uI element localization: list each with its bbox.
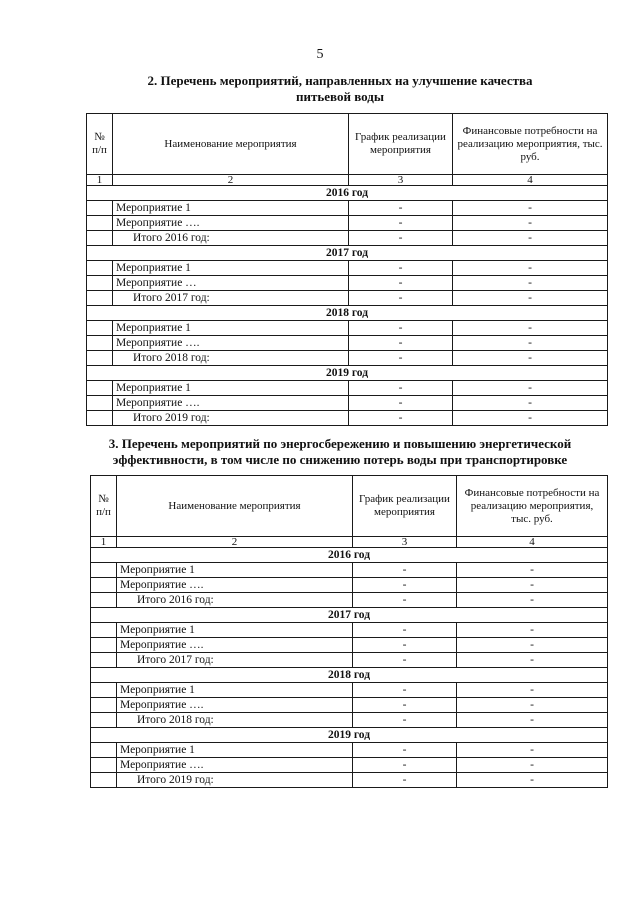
header-name: Наименование мероприятия xyxy=(117,476,353,537)
event-name: Мероприятие 1 xyxy=(113,261,349,276)
finance-cell: - xyxy=(453,396,608,411)
row-number-cell xyxy=(87,351,113,366)
schedule-cell: - xyxy=(349,411,453,426)
row-number-cell xyxy=(91,593,117,608)
column-number: 2 xyxy=(113,175,349,186)
finance-cell: - xyxy=(457,653,608,668)
row-number-cell xyxy=(91,563,117,578)
year-row xyxy=(87,246,608,261)
row-number-cell xyxy=(87,276,113,291)
finance-cell: - xyxy=(457,713,608,728)
finance-cell: - xyxy=(457,578,608,593)
table-row xyxy=(91,653,608,668)
year-label: 2019 год xyxy=(87,366,608,381)
section-title-line: эффективности, в том числе по снижению потерь воды при транспортировке xyxy=(112,452,568,467)
row-number-cell xyxy=(87,321,113,336)
finance-cell: - xyxy=(453,201,608,216)
finance-cell: - xyxy=(457,683,608,698)
table-row xyxy=(87,231,608,246)
column-number: 4 xyxy=(457,537,608,548)
table-row xyxy=(87,261,608,276)
year-label: 2016 год xyxy=(91,548,608,563)
section-3-title xyxy=(80,436,600,468)
schedule-cell: - xyxy=(353,683,457,698)
schedule-cell: - xyxy=(349,291,453,306)
year-label: 2018 год xyxy=(91,668,608,683)
finance-cell: - xyxy=(453,336,608,351)
row-number-cell xyxy=(87,261,113,276)
year-label: 2016 год xyxy=(87,186,608,201)
table-row xyxy=(91,638,608,653)
column-number: 3 xyxy=(349,175,453,186)
section-title-line: питьевой воды xyxy=(296,89,384,104)
schedule-cell: - xyxy=(353,653,457,668)
header-finance: Финансовые потребности на реализацию мероприятия, тыс. руб. xyxy=(453,114,608,175)
row-number-cell xyxy=(87,201,113,216)
table-row xyxy=(87,201,608,216)
schedule-cell: - xyxy=(353,773,457,788)
row-number-cell xyxy=(91,638,117,653)
header-schedule: График реализации мероприятия xyxy=(353,476,457,537)
row-number-cell xyxy=(87,396,113,411)
finance-cell: - xyxy=(453,321,608,336)
row-number-cell xyxy=(91,653,117,668)
total-label: Итого 2018 год: xyxy=(117,713,353,728)
row-number-cell xyxy=(87,291,113,306)
schedule-cell: - xyxy=(349,381,453,396)
total-label: Итого 2019 год: xyxy=(117,773,353,788)
row-number-cell xyxy=(91,713,117,728)
schedule-cell: - xyxy=(349,396,453,411)
event-name: Мероприятие …. xyxy=(117,578,353,593)
column-number: 1 xyxy=(91,537,117,548)
column-number: 3 xyxy=(353,537,457,548)
column-number: 4 xyxy=(453,175,608,186)
header-finance: Финансовые потребности на реализацию мероприятия, тыс. руб. xyxy=(457,476,608,537)
table-row xyxy=(87,216,608,231)
header-row xyxy=(91,476,608,537)
total-label: Итого 2016 год: xyxy=(117,593,353,608)
schedule-cell: - xyxy=(353,563,457,578)
row-number-cell xyxy=(91,758,117,773)
schedule-cell: - xyxy=(349,201,453,216)
event-name: Мероприятие 1 xyxy=(117,563,353,578)
event-name: Мероприятие 1 xyxy=(117,743,353,758)
total-label: Итого 2019 год: xyxy=(113,411,349,426)
finance-cell: - xyxy=(457,638,608,653)
table-row xyxy=(91,578,608,593)
row-number-cell xyxy=(91,698,117,713)
event-name: Мероприятие 1 xyxy=(113,201,349,216)
column-number: 1 xyxy=(87,175,113,186)
year-row xyxy=(91,548,608,563)
event-name: Мероприятие …. xyxy=(113,396,349,411)
table-row xyxy=(91,563,608,578)
section-title-line: 3. Перечень мероприятий по энергосбережению и повышению энергетической xyxy=(108,436,572,451)
finance-cell: - xyxy=(457,698,608,713)
table-row xyxy=(87,411,608,426)
schedule-cell: - xyxy=(353,593,457,608)
year-row xyxy=(91,728,608,743)
table-row xyxy=(87,276,608,291)
table-row xyxy=(91,698,608,713)
table-row xyxy=(91,623,608,638)
event-name: Мероприятие …. xyxy=(117,698,353,713)
row-number-cell xyxy=(91,743,117,758)
row-number-cell xyxy=(91,578,117,593)
table-row xyxy=(91,593,608,608)
schedule-cell: - xyxy=(349,231,453,246)
year-label: 2019 год xyxy=(91,728,608,743)
event-name: Мероприятие 1 xyxy=(117,683,353,698)
schedule-cell: - xyxy=(353,758,457,773)
event-name: Мероприятие 1 xyxy=(117,623,353,638)
year-label: 2017 год xyxy=(91,608,608,623)
event-name: Мероприятие … xyxy=(113,276,349,291)
year-row xyxy=(91,608,608,623)
event-name: Мероприятие …. xyxy=(113,336,349,351)
row-number-cell xyxy=(91,773,117,788)
table-row xyxy=(87,321,608,336)
schedule-cell: - xyxy=(353,578,457,593)
schedule-cell: - xyxy=(353,623,457,638)
total-label: Итого 2017 год: xyxy=(113,291,349,306)
finance-cell: - xyxy=(457,623,608,638)
schedule-cell: - xyxy=(353,698,457,713)
finance-cell: - xyxy=(453,216,608,231)
event-name: Мероприятие …. xyxy=(113,216,349,231)
events-table-water-quality xyxy=(86,113,608,426)
table-row xyxy=(91,713,608,728)
header-num: № п/п xyxy=(87,114,113,175)
section-title-line: 2. Перечень мероприятий, направленных на улучшение качества xyxy=(147,73,533,88)
table-row xyxy=(87,291,608,306)
total-label: Итого 2016 год: xyxy=(113,231,349,246)
finance-cell: - xyxy=(457,563,608,578)
row-number-cell xyxy=(87,411,113,426)
events-table-energy-saving xyxy=(90,475,608,788)
schedule-cell: - xyxy=(353,638,457,653)
schedule-cell: - xyxy=(349,321,453,336)
schedule-cell: - xyxy=(349,336,453,351)
event-name: Мероприятие 1 xyxy=(113,321,349,336)
header-num: № п/п xyxy=(91,476,117,537)
finance-cell: - xyxy=(453,411,608,426)
table-row xyxy=(91,743,608,758)
schedule-cell: - xyxy=(349,351,453,366)
finance-cell: - xyxy=(453,231,608,246)
finance-cell: - xyxy=(453,291,608,306)
year-label: 2017 год xyxy=(87,246,608,261)
table-row xyxy=(87,381,608,396)
table-row xyxy=(91,758,608,773)
table-row xyxy=(87,396,608,411)
row-number-cell xyxy=(91,623,117,638)
row-number-cell xyxy=(87,381,113,396)
row-number-cell xyxy=(91,683,117,698)
schedule-cell: - xyxy=(353,713,457,728)
row-number-cell xyxy=(87,336,113,351)
total-label: Итого 2017 год: xyxy=(117,653,353,668)
section-2-title xyxy=(90,73,590,105)
table-row xyxy=(87,351,608,366)
event-name: Мероприятие 1 xyxy=(113,381,349,396)
row-number-cell xyxy=(87,231,113,246)
header-schedule: График реализации мероприятия xyxy=(349,114,453,175)
schedule-cell: - xyxy=(349,276,453,291)
column-number-row xyxy=(91,537,608,548)
header-name: Наименование мероприятия xyxy=(113,114,349,175)
finance-cell: - xyxy=(453,276,608,291)
event-name: Мероприятие …. xyxy=(117,758,353,773)
table-row xyxy=(87,336,608,351)
header-row xyxy=(87,114,608,175)
finance-cell: - xyxy=(457,773,608,788)
year-row xyxy=(87,186,608,201)
page-number: 5 xyxy=(316,47,324,62)
finance-cell: - xyxy=(453,351,608,366)
column-number: 2 xyxy=(117,537,353,548)
year-row xyxy=(91,668,608,683)
finance-cell: - xyxy=(457,758,608,773)
year-row xyxy=(87,306,608,321)
table-row xyxy=(91,683,608,698)
schedule-cell: - xyxy=(349,261,453,276)
year-label: 2018 год xyxy=(87,306,608,321)
schedule-cell: - xyxy=(353,743,457,758)
column-number-row xyxy=(87,175,608,186)
year-row xyxy=(87,366,608,381)
finance-cell: - xyxy=(453,381,608,396)
schedule-cell: - xyxy=(349,216,453,231)
event-name: Мероприятие …. xyxy=(117,638,353,653)
finance-cell: - xyxy=(453,261,608,276)
finance-cell: - xyxy=(457,743,608,758)
table-row xyxy=(91,773,608,788)
finance-cell: - xyxy=(457,593,608,608)
row-number-cell xyxy=(87,216,113,231)
total-label: Итого 2018 год: xyxy=(113,351,349,366)
